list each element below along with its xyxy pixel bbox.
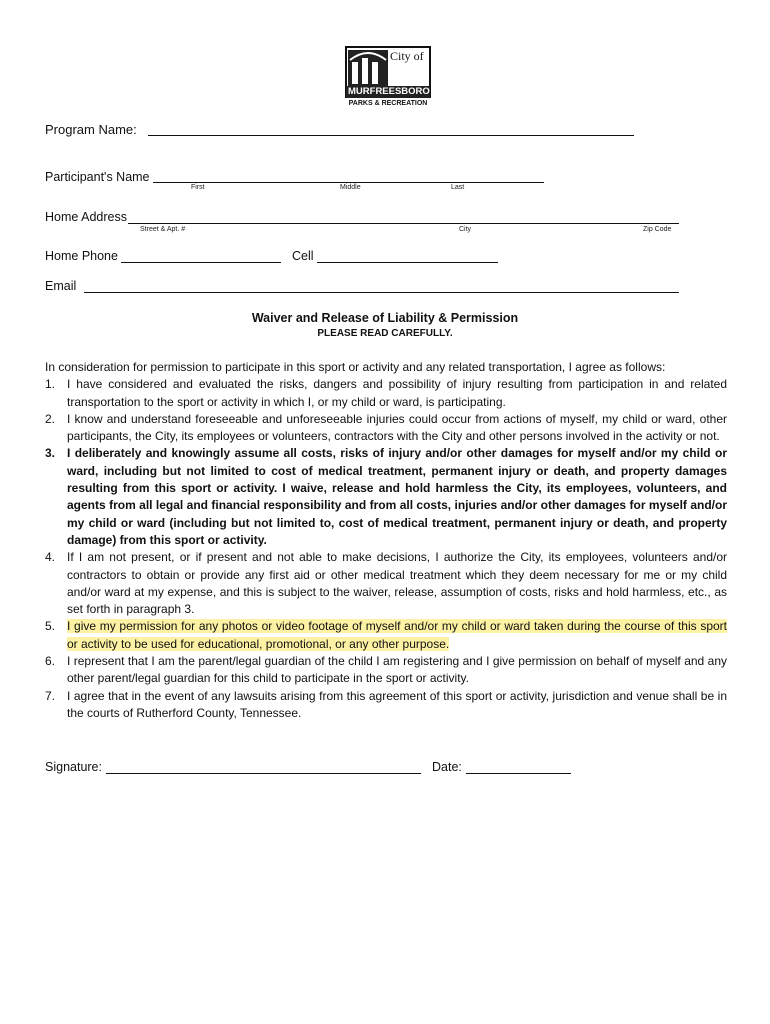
item-number: 5. bbox=[45, 619, 56, 634]
waiver-item-3 bbox=[45, 445, 727, 549]
waiver-item-6 bbox=[45, 653, 727, 688]
program-name-label: Program Name: bbox=[45, 122, 137, 137]
item-number: 7. bbox=[45, 688, 56, 703]
waiver-item-2 bbox=[45, 411, 727, 446]
item-text-highlighted: I give my permission for any photos or video footage of myself and/or my child or ward taken during the course of this sport or activity to be used for educational, promotional, or any other purpose. bbox=[67, 619, 727, 651]
date-field[interactable] bbox=[466, 773, 571, 774]
participant-name-field[interactable] bbox=[153, 182, 544, 183]
logo-dept: PARKS & RECREATION bbox=[348, 100, 428, 107]
logo-city-name: MURFREESBORO bbox=[348, 86, 430, 97]
logo-city-of: City of bbox=[390, 49, 424, 63]
item-text: If I am not present, or if present and not able to make decisions, I authorize the City, its employees, volunteers and/or contractors to obtain or provide any first aid or other medical treatment which they deem necessary for me or my child and/or ward at my expense, and this is subject to the waiver, release, assumption of costs, risks and hold harmless, etc., as set forth in paragraph 3. bbox=[67, 550, 727, 617]
item-number: 4. bbox=[45, 550, 56, 565]
street-caption: Street & Apt. # bbox=[140, 226, 186, 233]
participant-name-label: Participant's Name bbox=[45, 170, 150, 184]
email-field[interactable] bbox=[84, 292, 679, 293]
home-phone-label: Home Phone bbox=[45, 249, 118, 263]
middle-name-caption: Middle bbox=[340, 184, 361, 191]
waiver-item-7 bbox=[45, 688, 727, 723]
zip-caption: Zip Code bbox=[643, 226, 672, 233]
item-number: 6. bbox=[45, 654, 56, 669]
waiver-item-5 bbox=[45, 618, 727, 653]
item-text: I deliberately and knowingly assume all costs, risks of injury and/or other damages for myself and/or my child or ward, including but not limited to cost of medical treatment, permanent injury or death, and property damages resulting from this sport or activity. I waive, release and hold harmless the City, its employees, volunteers, and agents from all legal and financial responsibility and from all costs, injuries and/or other damages for myself and/or my child or ward (including but not limited to, cost of medical treatment, permanent injury or death, and property damage) from this sport or activity. bbox=[67, 446, 727, 547]
signature-label: Signature: bbox=[45, 760, 102, 774]
waiver-list bbox=[45, 376, 727, 722]
home-phone-field[interactable] bbox=[121, 262, 281, 263]
cell-label: Cell bbox=[292, 249, 314, 263]
waiver-subtitle: PLEASE READ CAREFULLY. bbox=[317, 328, 453, 339]
waiver-intro: In consideration for permission to participate in this sport or activity and any related transportation, I agree as follows: bbox=[45, 360, 666, 374]
item-number: 1. bbox=[45, 377, 56, 392]
item-text: I know and understand foreseeable and unforeseeable injuries could occur from actions of myself, my child or ward, other participants, the City, its employees or volunteers, contractors with the City and other persons involved in the activity or not. bbox=[67, 411, 727, 444]
waiver-item-1 bbox=[45, 376, 727, 411]
signature-field[interactable] bbox=[106, 773, 421, 774]
item-text: I represent that I am the parent/legal guardian of the child I am registering and I give permission on behalf of myself and any other parent/legal guardian for this child to participate in the sport or activity. bbox=[67, 654, 727, 686]
waiver-body bbox=[45, 359, 727, 722]
city-caption: City bbox=[459, 226, 472, 233]
date-label: Date: bbox=[432, 760, 462, 774]
cell-field[interactable] bbox=[317, 262, 498, 263]
last-name-caption: Last bbox=[451, 184, 465, 191]
item-text: I have considered and evaluated the risks, dangers and possibility of injury resulting from participation in and related transportation to the sport or activity in which I, or my child or ward, is participating. bbox=[67, 377, 727, 409]
first-name-caption: First bbox=[191, 184, 205, 191]
waiver-title: Waiver and Release of Liability & Permission bbox=[251, 311, 519, 325]
email-label: Email bbox=[45, 279, 77, 293]
city-logo bbox=[342, 44, 434, 110]
item-number: 3. bbox=[45, 446, 56, 461]
item-text: I agree that in the event of any lawsuits arising from this agreement of this sport or activity, jurisdiction and venue shall be in the courts of Rutherford County, Tennessee. bbox=[67, 688, 727, 720]
program-name-field[interactable] bbox=[148, 135, 634, 136]
home-address-label: Home Address bbox=[45, 210, 127, 224]
waiver-item-4 bbox=[45, 549, 727, 618]
item-number: 2. bbox=[45, 411, 56, 426]
home-address-field[interactable] bbox=[128, 223, 679, 224]
